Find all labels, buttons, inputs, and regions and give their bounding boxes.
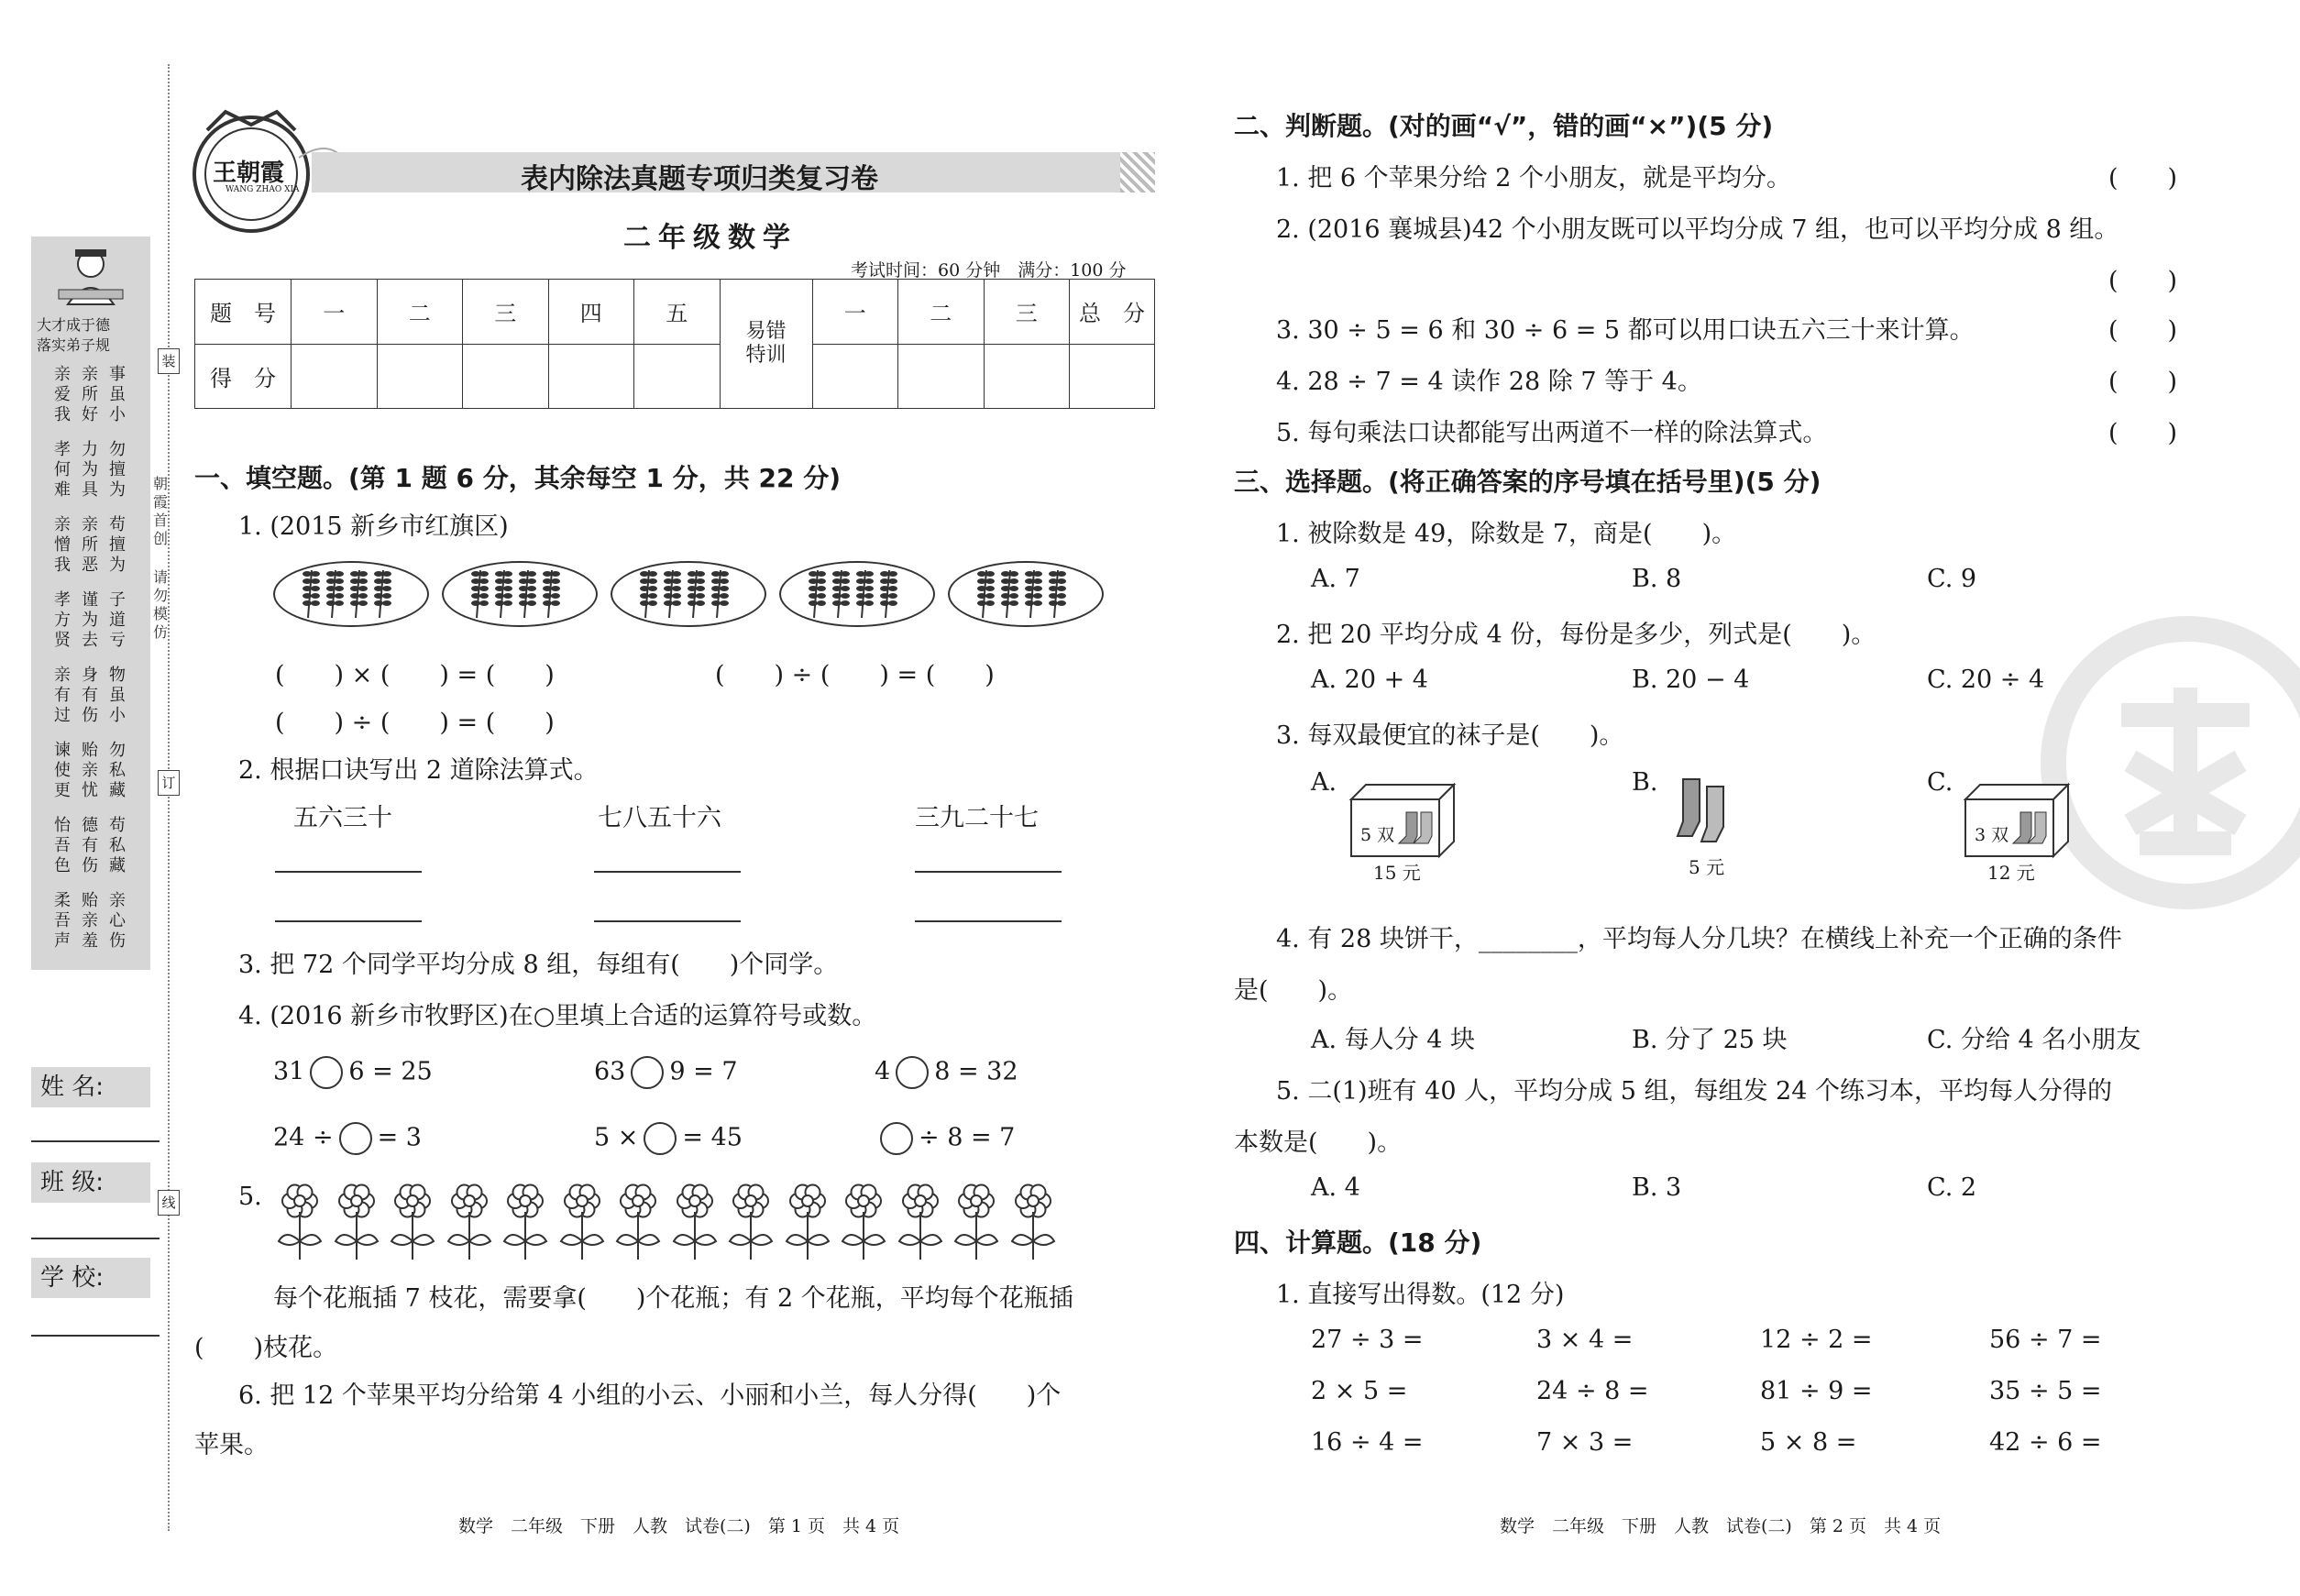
q1-1-eq-mul: ( ) × ( ) = ( )	[275, 661, 555, 689]
box-c-label: 3 双	[1975, 825, 2009, 845]
brand-subtitle: WANG ZHAO XIA	[226, 185, 300, 194]
choice-q1: 1. 被除数是 49，除数是 7，商是( )。	[1276, 520, 1737, 548]
price-a: 15 元	[1373, 862, 1421, 884]
score-cell[interactable]	[898, 344, 985, 409]
slogan-line-1: 大才成于德	[37, 316, 111, 334]
option[interactable]: B. 分了 25 块	[1632, 1026, 1788, 1054]
name-field[interactable]	[31, 1140, 160, 1142]
operator-circle[interactable]	[880, 1122, 913, 1155]
q1-4-item: ÷ 8 = 7	[875, 1122, 1015, 1155]
score-cell[interactable]	[548, 344, 634, 409]
calc-item[interactable]: 3 × 4 =	[1536, 1326, 1634, 1354]
flower-icon	[894, 1183, 947, 1261]
flower-icon	[499, 1183, 552, 1261]
answer-paren[interactable]: ( )	[2108, 267, 2178, 295]
calc-q1-label: 1. 直接写出得数。(12 分)	[1276, 1281, 1565, 1309]
q1-4-item: 5 × = 45	[594, 1122, 743, 1155]
judge-item-3: 3. 30 ÷ 5 = 6 和 30 ÷ 6 = 5 都可以用口诀五六三十来计算。	[1276, 316, 1975, 345]
motto-column: 身有伤	[82, 666, 98, 725]
motto-column: 亲爱我	[54, 365, 71, 424]
wheat-icon	[612, 563, 765, 625]
motto-column: 亲所恶	[82, 515, 98, 575]
answer-line[interactable]	[275, 920, 422, 922]
score-cell[interactable]	[812, 344, 898, 409]
binding-tag-xian: 线	[158, 1190, 180, 1216]
binding-tag-zhuang: 装	[158, 348, 180, 374]
motto-column: 谨为去	[82, 590, 98, 650]
slogan-line-2: 落实弟子规	[37, 336, 111, 354]
answer-line[interactable]	[275, 871, 422, 873]
answer-paren[interactable]: ( )	[2108, 368, 2178, 396]
footer-right: 数学 二年级 下册 人教 试卷(二) 第 2 页 共 4 页	[1500, 1516, 1942, 1536]
flower-icon	[443, 1183, 496, 1261]
exam-subtitle: 二年级数学	[623, 222, 798, 254]
class-field[interactable]	[31, 1238, 160, 1239]
class-label: 班 级:	[31, 1162, 150, 1203]
flower-icon	[668, 1183, 721, 1261]
sidebar-motto-panel	[31, 237, 150, 970]
q1-5-line1: 每个花瓶插 7 枝花，需要拿( )个花瓶；有 2 个花瓶，平均每个花瓶插	[273, 1284, 1073, 1313]
option[interactable]: C. 分给 4 名小朋友	[1927, 1026, 2141, 1054]
box-a-label: 5 双	[1360, 825, 1395, 845]
wheat-icon	[444, 563, 596, 625]
wheat-icon	[950, 563, 1102, 625]
exam-title: 表内除法真题专项归类复习卷	[521, 163, 878, 195]
choice-q5-line1: 5. 二(1)班有 40 人，平均分成 5 组，每组发 24 个练习本，平均每人分得的	[1276, 1077, 2112, 1106]
score-header-cell: 四	[548, 280, 634, 345]
wheat-icon	[275, 563, 427, 625]
section4-heading: 四、计算题。(18 分)	[1234, 1227, 1482, 1258]
calc-item[interactable]: 35 ÷ 5 =	[1989, 1377, 2102, 1405]
wheat-oval	[611, 561, 766, 627]
score-header-cell-special: 易错特训	[720, 280, 812, 409]
score-header-cell: 一	[812, 280, 898, 345]
score-header-cell: 二	[898, 280, 985, 345]
calc-item[interactable]: 24 ÷ 8 =	[1536, 1377, 1649, 1405]
calc-item[interactable]: 12 ÷ 2 =	[1760, 1326, 1873, 1354]
flower-icon	[273, 1183, 326, 1261]
binding-dotted-line	[168, 64, 170, 1531]
option[interactable]: A. 每人分 4 块	[1311, 1026, 1476, 1054]
q1-5-line2: ( )枝花。	[194, 1334, 338, 1362]
q1-1-eq-div1: ( ) ÷ ( ) = ( )	[715, 661, 995, 689]
answer-line[interactable]	[915, 871, 1062, 873]
motto-column: 柔吾声	[54, 891, 71, 951]
option[interactable]: B.	[1632, 768, 1658, 797]
option[interactable]: A. 7	[1311, 565, 1360, 593]
q1-4-item: 24 ÷ = 3	[273, 1122, 422, 1155]
wheat-oval	[948, 561, 1104, 627]
option[interactable]: A. 4	[1311, 1173, 1360, 1202]
motto-column: 贻亲忧	[82, 741, 98, 800]
flower-icon	[611, 1183, 665, 1261]
exam-info: 考试时间：60 分钟 满分：100 分	[851, 260, 1127, 281]
q1-4-label: 4. (2016 新乡市牧野区)在○里填上合适的运算符号或数。	[238, 1002, 877, 1030]
wheat-oval	[273, 561, 429, 627]
answer-paren[interactable]: ( )	[2108, 419, 2178, 447]
q1-4-item: 4 8 = 32	[875, 1056, 1018, 1089]
calc-item[interactable]: 27 ÷ 3 =	[1311, 1326, 1424, 1354]
motto-column: 贻亲羞	[82, 891, 98, 951]
rhyme-1: 五六三十	[293, 804, 392, 832]
choice-q2: 2. 把 20 平均分成 4 份，每份是多少，列式是( )。	[1276, 621, 1876, 649]
score-cell[interactable]	[377, 344, 463, 409]
operator-circle[interactable]	[339, 1122, 372, 1155]
operator-circle[interactable]	[896, 1056, 929, 1089]
motto-column: 亲所好	[82, 365, 98, 424]
choice-q3: 3. 每双最便宜的袜子是( )。	[1276, 721, 1624, 750]
flower-icon	[1007, 1183, 1060, 1261]
q1-4-item: 63 9 = 7	[594, 1056, 738, 1089]
score-cell[interactable]	[1070, 344, 1155, 409]
motto-column: 亲憎我	[54, 515, 71, 575]
score-row-label: 得 分	[195, 344, 292, 409]
school-label: 学 校:	[31, 1258, 150, 1298]
option[interactable]: A. 20 + 4	[1311, 666, 1428, 694]
operator-circle[interactable]	[644, 1122, 677, 1155]
choice-q5-line2: 本数是( )。	[1234, 1128, 1403, 1157]
school-field[interactable]	[31, 1335, 160, 1337]
calc-item[interactable]: 5 × 8 =	[1760, 1428, 1857, 1457]
motto-column: 勿擅为	[109, 440, 126, 500]
q1-2-label: 2. 根据口诀写出 2 道除法算式。	[238, 756, 599, 785]
answer-paren[interactable]: ( )	[2108, 316, 2178, 345]
price-c: 12 元	[1987, 862, 2035, 884]
score-header-cell: 三	[984, 280, 1070, 345]
flower-icon	[556, 1183, 609, 1261]
calc-item[interactable]: 42 ÷ 6 =	[1989, 1428, 2102, 1457]
calc-item[interactable]: 7 × 3 =	[1536, 1428, 1634, 1457]
score-cell[interactable]	[463, 344, 549, 409]
wheat-oval	[442, 561, 598, 627]
option[interactable]: A.	[1311, 768, 1337, 797]
option[interactable]: C. 20 ÷ 4	[1927, 666, 2045, 694]
scholar-figure-icon	[50, 244, 132, 308]
calc-item[interactable]: 56 ÷ 7 =	[1989, 1326, 2102, 1354]
flower-icon	[781, 1183, 834, 1261]
binding-tag-ding: 订	[158, 770, 180, 796]
answer-line[interactable]	[594, 920, 741, 922]
score-header-cell: 题 号	[195, 280, 292, 345]
motto-column: 勿私藏	[109, 741, 126, 800]
q1-4-item: 31 6 = 25	[273, 1056, 433, 1089]
flower-icon	[724, 1183, 777, 1261]
option[interactable]: B. 3	[1632, 1173, 1682, 1202]
score-header-cell: 五	[634, 280, 721, 345]
operator-circle[interactable]	[310, 1056, 343, 1089]
motto-column: 物虽小	[109, 666, 126, 725]
choice-q4-line1: 4. 有 28 块饼干，________，平均每人分几块？在横线上补充一个正确的条件	[1276, 925, 2122, 953]
motto-column: 力为具	[82, 440, 98, 500]
score-cell[interactable]	[634, 344, 721, 409]
sock-box-a-icon	[1348, 779, 1458, 862]
answer-line[interactable]	[915, 920, 1062, 922]
q1-6-line2: 苹果。	[194, 1431, 269, 1459]
section3-heading: 三、选择题。(将正确答案的序号填在括号里)(5 分)	[1234, 467, 1821, 497]
banner-pattern	[1120, 152, 1155, 193]
q1-5-label: 5.	[238, 1183, 262, 1211]
judge-item-5: 5. 每句乘法口诀都能写出两道不一样的除法算式。	[1276, 419, 1828, 447]
motto-column: 事虽小	[109, 365, 126, 424]
q1-1-label: 1. (2015 新乡市红旗区)	[238, 512, 509, 541]
motto-column: 苟私藏	[109, 816, 126, 875]
rhyme-2: 七八五十六	[598, 804, 721, 832]
vertical-note-1: 朝霞首创	[152, 475, 168, 547]
calc-item[interactable]: 2 × 5 =	[1311, 1377, 1408, 1405]
motto-column: 谏使更	[54, 741, 71, 800]
score-header-cell: 一	[292, 280, 378, 345]
score-header-cell: 总 分	[1070, 280, 1155, 345]
section2-heading: 二、判断题。(对的画“√”，错的画“×”)(5 分)	[1234, 111, 1774, 141]
operator-circle[interactable]	[631, 1056, 664, 1089]
option[interactable]: B. 20 − 4	[1632, 666, 1750, 694]
sock-box-c-icon	[1962, 779, 2072, 862]
motto-column: 孝方贤	[54, 590, 71, 650]
brand-name: 王朝霞	[213, 160, 285, 187]
option[interactable]: C. 2	[1927, 1173, 1977, 1202]
answer-paren[interactable]: ( )	[2108, 164, 2178, 193]
choice-q4-line2: 是( )。	[1234, 976, 1353, 1005]
vertical-note-2: 请勿模仿	[152, 568, 168, 641]
socks-pair-icon	[1674, 776, 1738, 849]
judge-item-1: 1. 把 6 个苹果分给 2 个小朋友，就是平均分。	[1276, 164, 1792, 193]
motto-column: 怡吾色	[54, 816, 71, 875]
flower-icon	[950, 1183, 1003, 1261]
footer-left: 数学 二年级 下册 人教 试卷(二) 第 1 页 共 4 页	[458, 1516, 900, 1536]
watermark-seal	[2041, 616, 2300, 909]
option[interactable]: C.	[1927, 768, 1953, 797]
motto-column: 孝何难	[54, 440, 71, 500]
option[interactable]: C. 9	[1927, 565, 1977, 593]
motto-column: 亲有过	[54, 666, 71, 725]
q1-6-line1: 6. 把 12 个苹果平均分给第 4 小组的小云、小丽和小兰，每人分得( )个	[238, 1381, 1062, 1410]
motto-column: 子道亏	[109, 590, 126, 650]
name-label: 姓 名:	[31, 1067, 150, 1107]
motto-column: 苟擅为	[109, 515, 126, 575]
calc-item[interactable]: 16 ÷ 4 =	[1311, 1428, 1424, 1457]
seal-glyph-icon	[2085, 660, 2290, 865]
score-header-cell: 三	[463, 280, 549, 345]
price-b: 5 元	[1689, 856, 1725, 878]
score-cell[interactable]	[292, 344, 378, 409]
flower-icon	[386, 1183, 439, 1261]
judge-item-4: 4. 28 ÷ 7 = 4 读作 28 除 7 等于 4。	[1276, 368, 1702, 396]
score-cell[interactable]	[984, 344, 1070, 409]
calc-item[interactable]: 81 ÷ 9 =	[1760, 1377, 1873, 1405]
wheat-icon	[781, 563, 933, 625]
flower-icon	[330, 1183, 383, 1261]
flower-icon	[837, 1183, 890, 1261]
wheat-oval	[779, 561, 935, 627]
q1-1-eq-div2: ( ) ÷ ( ) = ( )	[275, 709, 555, 737]
motto-column: 亲心伤	[109, 891, 126, 951]
score-table	[194, 279, 1155, 409]
score-header-cell: 二	[377, 280, 463, 345]
judge-item-2: 2. (2016 襄城县)42 个小朋友既可以平均分成 7 组，也可以平均分成 8 组。	[1276, 215, 2119, 244]
motto-column: 德有伤	[82, 816, 98, 875]
option[interactable]: B. 8	[1632, 565, 1682, 593]
answer-line[interactable]	[594, 871, 741, 873]
q1-3: 3. 把 72 个同学平均分成 8 组，每组有( )个同学。	[238, 951, 839, 979]
section1-heading: 一、填空题。(第 1 题 6 分，其余每空 1 分，共 22 分)	[194, 463, 841, 493]
rhyme-3: 三九二十七	[915, 804, 1039, 832]
